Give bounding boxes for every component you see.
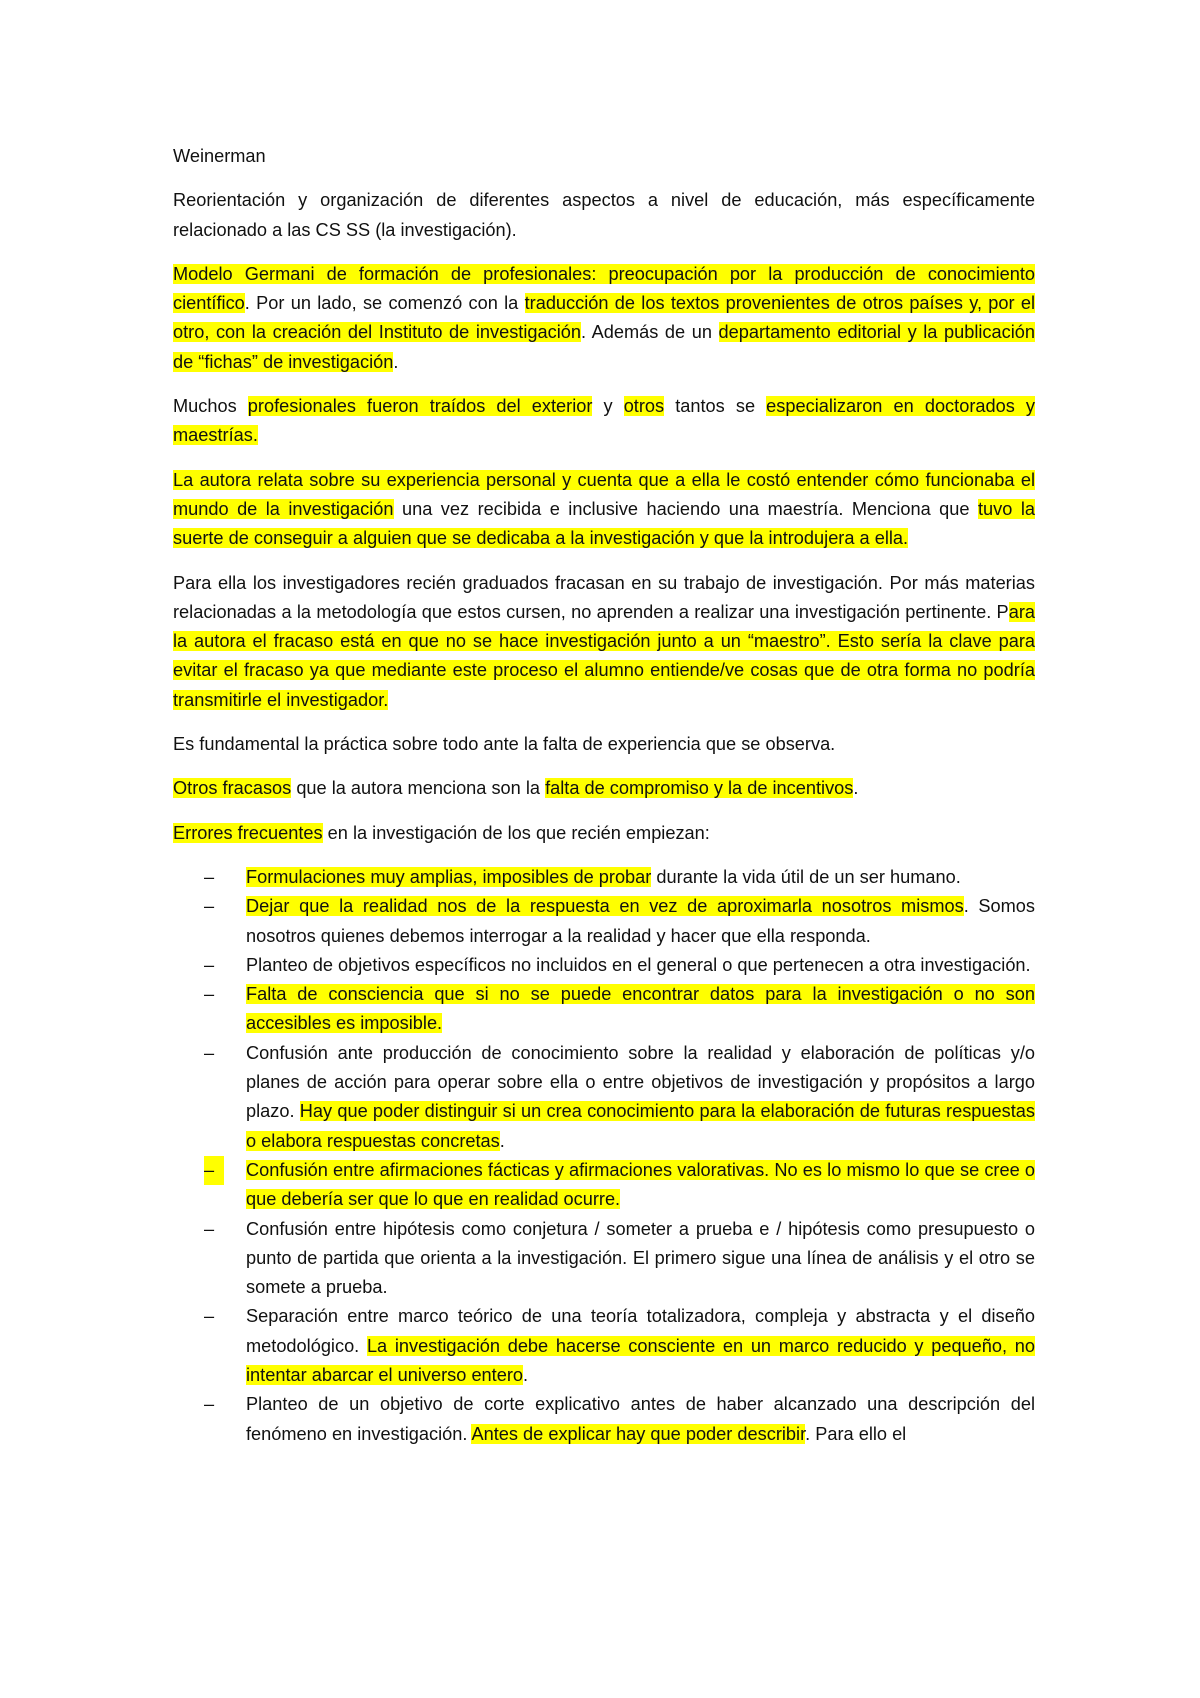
document-body [173, 142, 1035, 1449]
highlighted-text: Otros fracasos [173, 778, 292, 799]
highlighted-text: La investigación debe hacerse consciente en un marco reducido y pequeño, no intentar abarcar el universo entero [246, 1335, 1035, 1385]
intro-paragraph: Reorientación y organización de diferentes aspectos a nivel de educación, más específicamente relacionado a las CS SS (la investigación). [173, 190, 1035, 240]
text-segment: Es fundamental la práctica sobre todo ante la falta de experiencia que se observa. [173, 734, 836, 755]
bullet-dash-icon: – [204, 866, 215, 887]
text-segment: . [523, 1364, 529, 1385]
highlighted-text: Modelo Germani de formación de profesionales: [173, 263, 609, 284]
bullet-text [246, 867, 961, 887]
body-paragraph [173, 392, 1035, 451]
highlighted-text: falta de compromiso y la de incentivos [545, 778, 854, 799]
highlighted-text: Falta de consciencia que si no se puede encontrar datos para la investigación o no son accesibles es imposible. [246, 984, 1035, 1034]
text-segment: Separación entre marco teórico de una teoría totalizadora, compleja y abstracta y el diseño metodológico. [246, 1306, 1035, 1356]
text-segment: . Somos nosotros quienes debemos interrogar a la realidad y hacer que ella responda. [246, 896, 1035, 946]
body-paragraph [173, 569, 1035, 715]
highlighted-text: Errores frecuentes [173, 822, 323, 843]
bullet-item [173, 892, 1035, 951]
text-segment: . Por un lado, se comenzó con la [244, 293, 525, 314]
bullet-text [246, 1219, 1035, 1298]
highlighted-text: preocupación por la producción de conocimiento científico [173, 263, 1036, 314]
text-segment: tantos se [664, 396, 767, 417]
body-paragraph [173, 774, 1035, 803]
bullet-text [246, 1043, 1035, 1151]
bullet-item [173, 1302, 1035, 1390]
bullet-dash-icon: – [204, 1218, 215, 1239]
highlighted-text: traducción de los textos provenientes de otros países y, por el otro, con la creación del Instituto de investigación [173, 293, 1036, 343]
bullet-dash-icon: – [204, 1306, 215, 1327]
document-title: Weinerman [173, 146, 266, 166]
bullet-item [173, 951, 1035, 980]
text-segment: . [853, 778, 859, 799]
highlighted-text: profesionales fueron traídos del exterior [247, 396, 593, 417]
text-segment: . Además de un [580, 322, 719, 343]
text-segment: . [499, 1130, 505, 1151]
text-segment: una vez recibida e inclusive haciendo una maestría. Menciona que [393, 498, 978, 519]
bullet-dash-icon: – [204, 1394, 215, 1415]
bullet-text [246, 1160, 1035, 1209]
text-segment: Muchos [173, 396, 248, 417]
bullet-item [173, 1215, 1035, 1303]
highlighted-text: tuvo la suerte de conseguir a alguien que se dedicaba a la investigación y que la introdujera a ella. [173, 498, 1035, 549]
text-segment: y [592, 396, 624, 417]
text-segment: durante la vida útil de un ser humano. [651, 866, 961, 887]
bullet-item [173, 1156, 1035, 1215]
text-segment: Confusión entre hipótesis como conjetura / someter a prueba e / hipótesis como presupuesto o punto de partida que orienta a la investigación. El primero sigue una línea de análisis y el otro se somete a prueba. [246, 1218, 1035, 1298]
bullet-item [173, 1039, 1035, 1156]
body-paragraph [173, 260, 1035, 377]
text-segment: que la autora menciona son la [291, 778, 546, 799]
highlighted-text: especializaron en doctorados y maestrías. [173, 396, 1035, 446]
paragraph-list [173, 260, 1035, 848]
bullet-dash-icon: – [204, 1042, 215, 1063]
bullet-item [173, 863, 1035, 892]
bullet-text [246, 896, 1035, 945]
bullet-dash-icon: – [204, 954, 215, 975]
body-paragraph [173, 819, 1035, 848]
bullet-dash-icon: – [204, 896, 215, 917]
bullet-dash-icon: – [204, 984, 215, 1005]
bullet-text [246, 955, 1031, 975]
bullet-item [173, 1390, 1035, 1449]
body-paragraph [173, 466, 1035, 554]
highlighted-text: ara la autora el fracaso está en que no se hace investigación junto a un “maestro”. Esto sería la clave para evitar el fracaso ya que mediante este proceso el alumno entiende/ve cosas que de otra forma no podría transmitirle el investigador. [173, 601, 1035, 710]
text-segment: Confusión ante producción de conocimiento sobre la realidad y elaboración de políticas y/o planes de acción para operar sobre ella o entre objetivos de investigación y propósitos a largo plazo. [246, 1042, 1035, 1122]
error-bullet-list [173, 863, 1035, 1449]
text-segment: en la investigación de los que recién empiezan: [322, 822, 710, 843]
highlighted-text: Antes de explicar hay que poder describir [471, 1423, 806, 1444]
body-paragraph [173, 730, 1035, 759]
text-segment: . Para ello el [805, 1423, 907, 1444]
bullet-dash-icon: – [204, 1156, 224, 1185]
bullet-text [246, 984, 1035, 1033]
highlighted-text: Hay que poder distinguir si un crea conocimiento para la elaboración de futuras respuestas o elabora respuestas concretas [246, 1101, 1035, 1151]
text-segment: Planteo de objetivos específicos no incluidos en el general o que pertenecen a otra investigación. [246, 954, 1031, 975]
bullet-text [246, 1394, 1035, 1443]
highlighted-text: Dejar que la realidad nos de la respuesta en vez de aproximarla nosotros mismos [246, 896, 964, 917]
bullet-text [246, 1306, 1035, 1385]
highlighted-text: Confusión entre afirmaciones fácticas y afirmaciones valorativas. No es lo mismo lo que se cree o que debería ser que lo que en realidad ocurre. [246, 1159, 1035, 1210]
bullet-item [173, 980, 1035, 1039]
text-segment: Para ella los investigadores recién graduados fracasan en su trabajo de investigación. Por más materias relacionadas a la metodología que estos cursen, no aprenden a realizar una investigación pertinente. P [173, 572, 1035, 622]
highlighted-text: La autora relata sobre su experiencia personal y cuenta que a ella le costó entender cómo funcionaba el mundo de la investigación [173, 469, 1035, 519]
text-segment: Planteo de un objetivo de corte explicativo antes de haber alcanzado una descripción del fenómeno en investigación. [246, 1394, 1035, 1444]
highlighted-text: departamento editorial y la publicación de “fichas” de investigación [173, 322, 1035, 372]
text-segment: . [393, 351, 399, 372]
highlighted-text: Formulaciones muy amplias, imposibles de probar [246, 866, 652, 887]
highlighted-text: otros [623, 396, 665, 417]
